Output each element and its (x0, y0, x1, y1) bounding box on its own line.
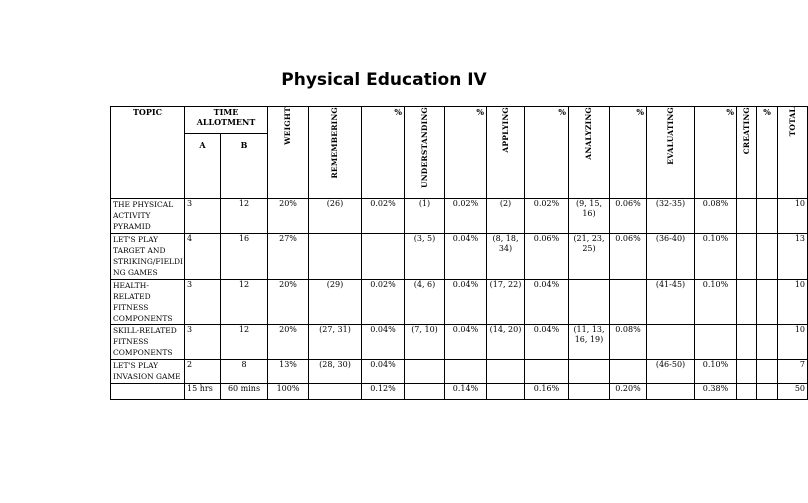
understanding-cell (405, 360, 445, 384)
table-row (111, 199, 808, 234)
analyzing-percent-total: 0.20% (610, 384, 647, 400)
weight-cell: 13% (268, 360, 309, 384)
time-b-cell: 12 (221, 325, 268, 360)
header-time-a: A (185, 134, 221, 199)
understanding-percent-cell (445, 360, 487, 384)
understanding-percent-total: 0.14% (445, 384, 487, 400)
total-cell: 7 (778, 360, 808, 384)
evaluating-cell (647, 325, 695, 360)
understanding-percent-cell: 0.04% (445, 234, 487, 280)
time-b-cell: 8 (221, 360, 268, 384)
table-row (111, 234, 808, 280)
remembering-cell: (27, 31) (309, 325, 362, 360)
analyzing-percent-cell: 0.08% (610, 325, 647, 360)
analyzing-cell (569, 384, 610, 400)
evaluating-cell: (46-50) (647, 360, 695, 384)
understanding-percent-cell: 0.04% (445, 280, 487, 325)
analyzing-cell: (9, 15, 16) (569, 199, 610, 234)
total-cell: 13 (778, 234, 808, 280)
remembering-percent-cell: 0.04% (362, 325, 405, 360)
analyzing-cell: (21, 23, 25) (569, 234, 610, 280)
table-of-specifications (110, 106, 808, 400)
understanding-cell: (7, 10) (405, 325, 445, 360)
evaluating-cell (647, 384, 695, 400)
table-row (111, 360, 808, 384)
understanding-cell: (3, 5) (405, 234, 445, 280)
applying-cell: (8, 18, 34) (487, 234, 525, 280)
topic-cell: HEALTH-RELATED FITNESS COMPONENTS (111, 280, 185, 325)
header-analyzing-percent: % (610, 107, 647, 199)
applying-percent-cell: 0.06% (525, 234, 569, 280)
total-cell: 10 (778, 325, 808, 360)
creating-percent-cell (757, 234, 778, 280)
time-a-total: 15 hrs (185, 384, 221, 400)
creating-cell (737, 384, 757, 400)
header-creating: CREATING (737, 107, 757, 199)
totals-row (111, 384, 808, 400)
evaluating-cell: (41-45) (647, 280, 695, 325)
creating-cell (737, 234, 757, 280)
topic-cell: THE PHYSICAL ACTIVITY PYRAMID (111, 199, 185, 234)
evaluating-cell: (32-35) (647, 199, 695, 234)
evaluating-percent-cell: 0.10% (695, 234, 737, 280)
creating-percent-total (757, 384, 778, 400)
remembering-percent-total: 0.12% (362, 384, 405, 400)
evaluating-percent-total: 0.38% (695, 384, 737, 400)
creating-percent-cell (757, 360, 778, 384)
header-evaluating-percent: % (695, 107, 737, 199)
creating-percent-cell (757, 325, 778, 360)
applying-percent-total: 0.16% (525, 384, 569, 400)
evaluating-percent-cell: 0.10% (695, 360, 737, 384)
header-evaluating: EVALUATING (647, 107, 695, 199)
header-remembering: REMEMBERING (309, 107, 362, 199)
remembering-cell: (28, 30) (309, 360, 362, 384)
applying-cell: (17, 22) (487, 280, 525, 325)
remembering-cell (309, 384, 362, 400)
time-a-cell: 3 (185, 325, 221, 360)
header-topic: TOPIC (111, 107, 185, 199)
creating-cell (737, 280, 757, 325)
weight-cell: 20% (268, 199, 309, 234)
table-row (111, 280, 808, 325)
remembering-percent-cell: 0.02% (362, 280, 405, 325)
time-b-cell: 12 (221, 199, 268, 234)
applying-percent-cell: 0.04% (525, 280, 569, 325)
header-applying: APPLYING (487, 107, 525, 199)
time-a-cell: 3 (185, 280, 221, 325)
applying-cell: (14, 20) (487, 325, 525, 360)
header-remembering-percent: % (362, 107, 405, 199)
time-b-total: 60 mins (221, 384, 268, 400)
understanding-percent-cell: 0.04% (445, 325, 487, 360)
table-row (111, 325, 808, 360)
time-a-cell: 4 (185, 234, 221, 280)
topic-cell: LET'S PLAY TARGET AND STRIKING/FIELDI NG GAMES (111, 234, 185, 280)
understanding-cell: (1) (405, 199, 445, 234)
header-creating-percent: % (757, 107, 778, 199)
header-analyzing: ANALYZING (569, 107, 610, 199)
analyzing-percent-cell: 0.06% (610, 199, 647, 234)
time-a-cell: 3 (185, 199, 221, 234)
header-understanding-percent: % (445, 107, 487, 199)
applying-cell (487, 384, 525, 400)
applying-percent-cell: 0.02% (525, 199, 569, 234)
total-cell: 10 (778, 199, 808, 234)
remembering-percent-cell (362, 234, 405, 280)
header-weight: WEIGHT (268, 107, 309, 199)
topic-cell: LET'S PLAY INVASION GAME (111, 360, 185, 384)
applying-cell: (2) (487, 199, 525, 234)
evaluating-percent-cell: 0.08% (695, 199, 737, 234)
header-time-b: B (221, 134, 268, 199)
analyzing-percent-cell (610, 280, 647, 325)
remembering-percent-cell: 0.04% (362, 360, 405, 384)
analyzing-cell (569, 360, 610, 384)
remembering-cell: (26) (309, 199, 362, 234)
evaluating-percent-cell: 0.10% (695, 280, 737, 325)
header-applying-percent: % (525, 107, 569, 199)
applying-percent-cell (525, 360, 569, 384)
time-b-cell: 16 (221, 234, 268, 280)
topic-cell: SKILL-RELATED FITNESS COMPONENTS (111, 325, 185, 360)
header-understanding: UNDERSTANDING (405, 107, 445, 199)
evaluating-cell: (36-40) (647, 234, 695, 280)
time-b-cell: 12 (221, 280, 268, 325)
total-cell: 10 (778, 280, 808, 325)
weight-cell: 20% (268, 280, 309, 325)
analyzing-percent-cell: 0.06% (610, 234, 647, 280)
creating-cell (737, 325, 757, 360)
header-total: TOTAL (778, 107, 808, 199)
weight-cell: 27% (268, 234, 309, 280)
creating-cell (737, 199, 757, 234)
evaluating-percent-cell (695, 325, 737, 360)
understanding-percent-cell: 0.02% (445, 199, 487, 234)
understanding-cell (405, 384, 445, 400)
creating-percent-cell (757, 280, 778, 325)
applying-cell (487, 360, 525, 384)
remembering-percent-cell: 0.02% (362, 199, 405, 234)
time-a-cell: 2 (185, 360, 221, 384)
topic-cell (111, 384, 185, 400)
page-title: Physical Education IV (281, 70, 487, 90)
remembering-cell (309, 234, 362, 280)
creating-cell (737, 360, 757, 384)
weight-total: 100% (268, 384, 309, 400)
analyzing-cell (569, 280, 610, 325)
weight-cell: 20% (268, 325, 309, 360)
understanding-cell: (4, 6) (405, 280, 445, 325)
grand-total: 50 (778, 384, 808, 400)
remembering-cell: (29) (309, 280, 362, 325)
header-time-allotment: TIME ALLOTMENT (185, 107, 268, 134)
creating-percent-cell (757, 199, 778, 234)
analyzing-percent-cell (610, 360, 647, 384)
analyzing-cell: (11, 13, 16, 19) (569, 325, 610, 360)
applying-percent-cell: 0.04% (525, 325, 569, 360)
